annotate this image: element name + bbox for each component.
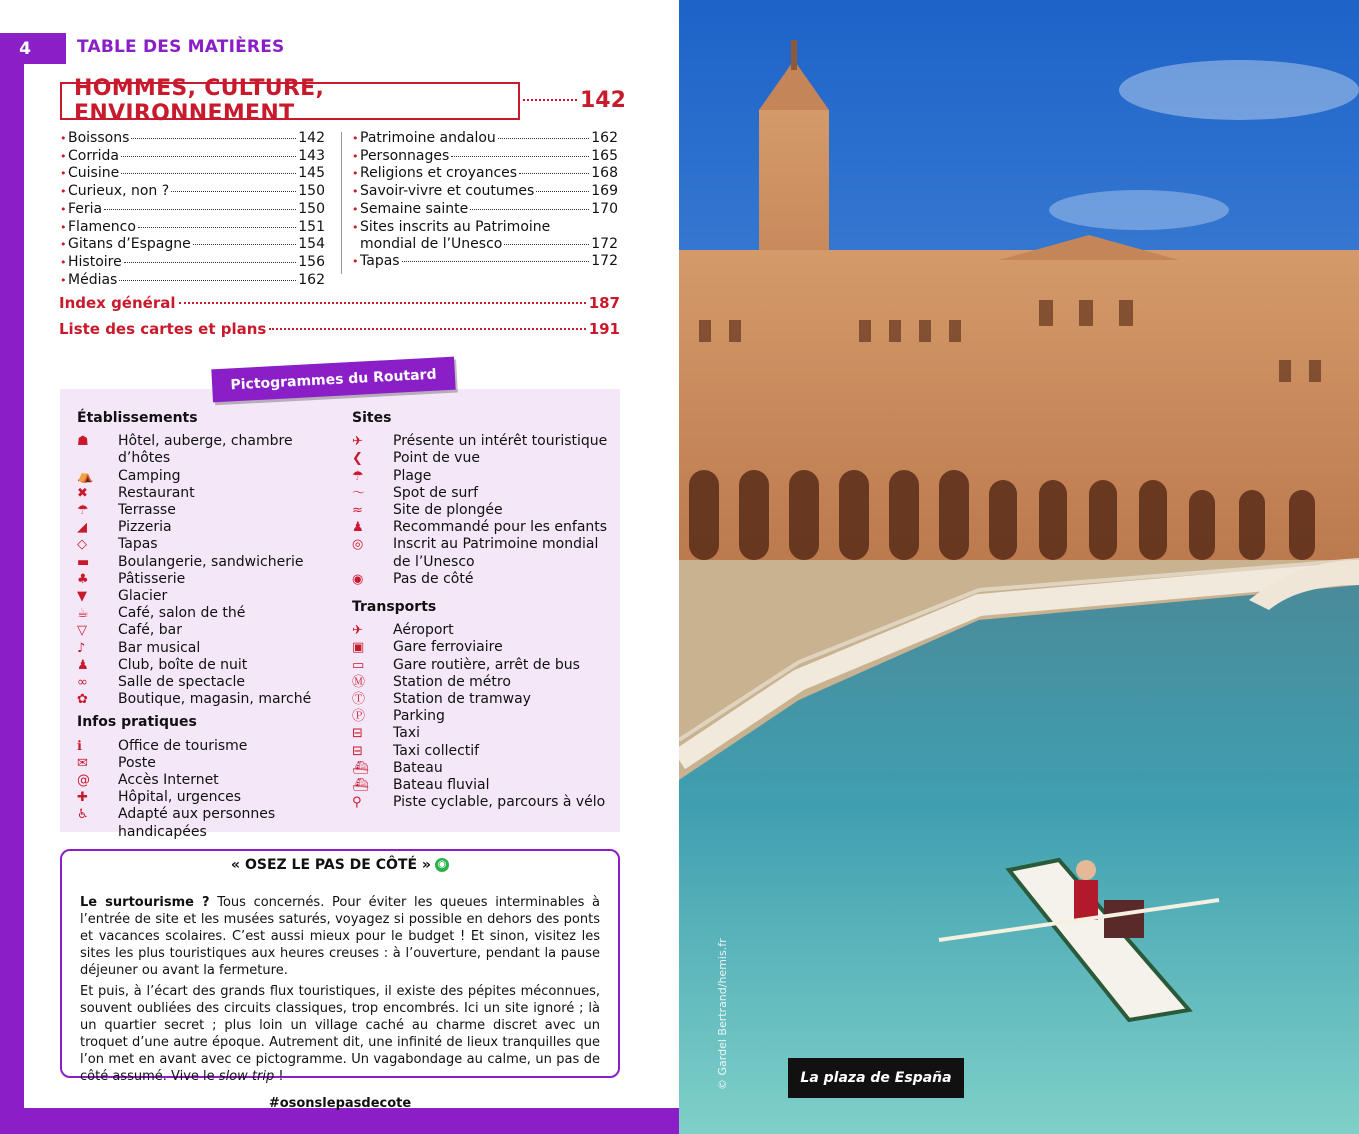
toc-entry[interactable] [60, 148, 325, 166]
pictogram-label: Café, salon de thé [118, 605, 246, 622]
toc-entry[interactable] [60, 183, 325, 201]
leader-dots [504, 244, 589, 245]
pictogram-label: Piste cyclable, parcours à vélo [393, 794, 606, 811]
bullet: • [352, 202, 359, 216]
index-label: Index général [59, 294, 176, 312]
toc-entry[interactable] [352, 130, 618, 148]
cloud [1119, 60, 1359, 120]
pictogram-label: Bateau fluvial [393, 777, 490, 794]
pictogram-label: Accès Internet [118, 772, 219, 789]
surf-icon: 〜 [352, 485, 366, 501]
ice-cream-icon: ▼ [77, 589, 87, 605]
toc-label: Tapas [360, 252, 400, 269]
toc-page: 168 [591, 165, 618, 182]
toc-page: 172 [591, 236, 618, 253]
bullet: • [352, 220, 359, 234]
side-step-icon: ◉ [352, 571, 364, 587]
beach-icon: ☂ [352, 468, 364, 484]
pictogram-label: Restaurant [118, 484, 195, 501]
pictogram-label: Inscrit au Patrimoine mondial de l’Unesco [393, 536, 599, 570]
pictogram-label: Adapté aux personnes handicapées [118, 806, 276, 840]
unesco-icon: ◎ [352, 537, 364, 553]
toc-entry[interactable] [352, 183, 618, 201]
pictogram-row [352, 760, 617, 777]
pictogram-row [352, 433, 617, 450]
pictogram-row [77, 468, 347, 485]
pictogram-label: Boutique, magasin, marché [118, 691, 312, 708]
toc-label: Médias [68, 271, 118, 288]
toc-label: Histoire [68, 253, 122, 270]
pictogram-row [77, 588, 347, 605]
pictogram-label: Glacier [118, 588, 168, 605]
osez-p2-italic: slow trip [218, 1069, 275, 1084]
toc-label: Curieux, non ? [68, 183, 170, 200]
pictogram-label: Station de métro [393, 673, 511, 690]
leader-dots [131, 138, 296, 139]
baguette-icon: ▬ [77, 554, 90, 570]
toc-entry[interactable] [352, 148, 618, 166]
index-page: 187 [588, 294, 620, 312]
toc-column-left [60, 130, 325, 289]
dancer-icon: ♟ [77, 657, 89, 673]
toc-label: Flamenco [68, 218, 136, 235]
river-boat-icon: ⛴ [352, 778, 369, 794]
leader-dots [470, 209, 589, 210]
section-leader-dots [523, 99, 577, 101]
side-step-icon: ◉ [435, 858, 449, 872]
plane-icon: ✈ [352, 623, 363, 639]
toc-page: 170 [591, 200, 618, 217]
toc-entry[interactable] [60, 165, 325, 183]
leader-dots [269, 328, 585, 330]
left-tower-pinnacle [791, 40, 797, 70]
pictogram-label: Bar musical [118, 639, 201, 656]
page-title: TABLE DES MATIÈRES [77, 37, 285, 57]
pictogram-label: Recommandé pour les enfants [393, 519, 608, 536]
toc-entry[interactable] [352, 219, 618, 237]
wheelchair-icon: ♿ [77, 807, 89, 823]
leader-dots [451, 156, 589, 157]
info-icon: ℹ [77, 738, 82, 754]
osez-title [80, 857, 600, 874]
pictogram-row [77, 605, 347, 622]
toc-label: Cuisine [68, 165, 120, 182]
pictogram-label: Club, boîte de nuit [118, 656, 248, 673]
pictogram-row [77, 657, 347, 674]
pictogram-row [352, 450, 617, 467]
bullet: • [352, 132, 359, 145]
toc-page: 162 [298, 271, 325, 288]
pictogram-row [352, 639, 617, 656]
pictogram-label: Camping [118, 467, 181, 484]
toc-page: 143 [298, 147, 325, 164]
sites-list [352, 433, 617, 588]
maps-entry[interactable] [59, 320, 620, 338]
pictogram-label: Terrasse [118, 502, 176, 519]
leader-dots [179, 302, 586, 304]
pictogram-row [77, 789, 347, 806]
bullet: • [352, 149, 359, 163]
bullet: • [60, 185, 67, 199]
metro-icon: Ⓜ [352, 674, 366, 690]
pictogram-row [352, 725, 617, 742]
leader-dots [124, 262, 297, 263]
toc-label: Gitans d’Espagne [68, 236, 191, 253]
left-color-bar [0, 33, 24, 1134]
pictogram-label: Pâtisserie [118, 570, 186, 587]
transports-heading: Transports [352, 599, 437, 616]
left-page [0, 0, 679, 1134]
pictogram-row [77, 738, 347, 755]
toc-label: Patrimoine andalou [360, 130, 496, 146]
leader-dots [193, 244, 297, 245]
pictogram-label: Salle de spectacle [118, 674, 246, 691]
pictogram-row [77, 806, 347, 840]
pictogram-label: Pizzeria [118, 519, 172, 536]
section-title[interactable]: HOMMES, CULTURE, ENVIRONNEMENT [60, 82, 520, 120]
pictogram-row [352, 519, 617, 536]
leader-dots [519, 173, 589, 174]
toc-entry[interactable] [352, 236, 618, 253]
pictogram-column-right [352, 410, 617, 811]
toc-label: Religions et croyances [360, 165, 518, 182]
pictogram-row [77, 622, 347, 639]
etablissements-list [77, 433, 347, 708]
pictogram-label: Hôtel, auberge, chambre d’hôtes [118, 433, 293, 467]
pictogram-row [77, 571, 347, 588]
pictogram-label: Bateau [393, 759, 443, 776]
toc-page: 162 [591, 130, 618, 146]
pictogram-label: Tapas [118, 536, 158, 553]
page-number: 4 [0, 33, 66, 64]
leader-dots [402, 261, 590, 262]
cake-icon: ♣ [77, 571, 89, 587]
pictogram-row [352, 622, 617, 639]
toc-page: 154 [298, 236, 325, 253]
music-note-icon: ♪ [77, 640, 86, 656]
house-icon: ☗ [77, 434, 89, 450]
toc-page: 142 [298, 130, 325, 146]
pictogram-row [77, 554, 347, 571]
bullet: • [60, 220, 67, 234]
toc-entry[interactable] [60, 219, 325, 237]
photo-credit: © Gardel Bertrand/hemis.fr [716, 938, 729, 1090]
pictogram-column-left [77, 410, 347, 841]
toc-entry[interactable] [60, 130, 325, 148]
leader-dots [121, 156, 296, 157]
bullet: • [352, 167, 359, 181]
mail-icon: ✉ [77, 755, 88, 771]
toc-page: 172 [591, 252, 618, 269]
pictogram-label: Gare ferroviaire [393, 639, 503, 656]
pictogram-row [77, 433, 347, 467]
parasol-icon: ☂ [77, 503, 89, 519]
pictogram-row [352, 485, 617, 502]
passengers [1104, 900, 1144, 938]
osez-box [60, 849, 620, 1111]
pictogram-row [77, 772, 347, 789]
bullet: • [60, 273, 67, 287]
leader-dots [171, 191, 296, 192]
toc-entry[interactable] [352, 253, 618, 271]
section-page-number[interactable]: 142 [580, 88, 626, 113]
landmark-icon: ✈ [352, 434, 363, 450]
bullet: • [60, 255, 67, 269]
leader-dots [138, 227, 296, 228]
cup-icon: ☕ [77, 606, 89, 622]
bullet: • [60, 202, 67, 216]
toc-label: Personnages [360, 147, 450, 164]
tapas-icon: ◇ [77, 537, 87, 553]
photo-plaza-espana [679, 0, 1359, 1134]
photo-caption: La plaza de España [788, 1058, 964, 1098]
pictogram-row [77, 536, 347, 553]
transports-list [352, 622, 617, 811]
pictogram-row [352, 691, 617, 708]
bicycle-icon: ⚲ [352, 795, 362, 811]
osez-p2-end: ! [274, 1069, 284, 1084]
bullet: • [60, 132, 67, 145]
bus-icon: ▭ [352, 657, 365, 673]
index-entry[interactable] [59, 294, 620, 312]
osez-hashtag[interactable]: #osonslepasdecote [268, 1096, 412, 1111]
pictogram-row [352, 536, 617, 570]
toc-label: Feria [68, 200, 103, 217]
cloud [1049, 190, 1229, 230]
bullet: • [60, 238, 67, 252]
pictogram-tag: Pictogrammes du Routard [211, 357, 455, 403]
osez-lead: Le surtourisme ? [80, 895, 210, 910]
osez-title-text: « OSEZ LE PAS DE CÔTÉ » [231, 857, 431, 873]
etablissements-heading: Établissements [77, 410, 198, 426]
toc-label: Corrida [68, 147, 119, 164]
tent-icon: ⛺ [77, 468, 94, 484]
pictogram-row [77, 519, 347, 536]
toc-page: 151 [298, 218, 325, 235]
pictogram-row [77, 755, 347, 772]
tram-icon: Ⓣ [352, 692, 366, 708]
osez-p2-text: Et puis, à l’écart des grands flux touristiques, il existe des pépites méconnues, souvent oubliées des circuits classiques, trop encombrés. Ici un site ignoré ; là un quartier secret ; plus loin un village caché au charme discret avec un troquet d’une autre époque. Autrement dit, une infinité de lieux tranquilles que l’on met en avant avec ce pictogramme. Un vagabondage au calme, un pas de côté assumé. Vive le [80, 984, 600, 1084]
pictogram-row [352, 794, 617, 811]
pictogram-label: Aéroport [393, 622, 454, 639]
infos-list [77, 738, 347, 841]
pictogram-label: Parking [393, 708, 445, 725]
cutlery-icon: ✖ [77, 485, 88, 501]
parking-icon: Ⓟ [352, 709, 366, 725]
hospital-cross-icon: ✚ [77, 790, 88, 806]
pictogram-label: Pas de côté [393, 570, 474, 587]
pictogram-label: Taxi [393, 725, 420, 742]
infos-heading: Infos pratiques [77, 714, 197, 731]
pictogram-label: Présente un intérêt touristique [393, 433, 608, 450]
train-icon: ▣ [352, 640, 365, 656]
leader-dots [536, 191, 589, 192]
pictogram-row [352, 657, 617, 674]
pictogram-row [352, 743, 617, 760]
toc-entry[interactable] [60, 201, 325, 219]
maps-label: Liste des cartes et plans [59, 320, 267, 338]
bullet: • [60, 149, 67, 163]
toc-page: 145 [298, 165, 325, 182]
toc-label: Semaine sainte [360, 200, 469, 217]
pictogram-row [352, 468, 617, 485]
toc-entry[interactable] [352, 165, 618, 183]
toc-page: 150 [298, 200, 325, 217]
osez-paragraph-2 [80, 983, 600, 1085]
pictogram-row [352, 571, 617, 588]
rower [1074, 880, 1098, 920]
pictogram-label: Site de plongée [393, 502, 503, 519]
leader-dots [104, 209, 296, 210]
boat-icon: ⛴ [352, 760, 369, 776]
rower-head [1076, 860, 1096, 880]
sites-heading: Sites [352, 410, 392, 426]
taxi-icon: ⊟ [352, 726, 363, 742]
toc-label: mondial de l’Unesco [360, 236, 503, 253]
osez-p1-text: Tous concernés. Pour éviter les queues interminables à l’entrée de site et les musées saturés, voyagez si possible en dehors des ponts et vacances scolaires. C’est aussi mieux pour le budget ! Et sinon, visitez les sites les plus touristiques aux heures creuses : à l’ouverture, pendant la pause déjeuner ou avant la fermeture. [80, 895, 601, 978]
toc-column-right [352, 130, 618, 271]
pictogram-label: Taxi collectif [393, 742, 480, 759]
pictogram-label: Café, bar [118, 622, 183, 639]
pictogram-label: Poste [118, 754, 156, 771]
pictogram-row [77, 674, 347, 691]
pictogram-label: Station de tramway [393, 691, 531, 708]
pictogram-label: Hôpital, urgences [118, 789, 242, 806]
bullet: • [352, 185, 359, 199]
toc-label: Sites inscrits au Patrimoine [360, 218, 551, 235]
toc-entry[interactable] [60, 272, 325, 290]
pictogram-row [352, 708, 617, 725]
photo-illustration [679, 0, 1359, 1134]
children-icon: ♟ [352, 520, 364, 536]
pictogram-row [77, 691, 347, 708]
pictogram-row [352, 777, 617, 794]
bullet: • [352, 254, 359, 268]
toc-entry[interactable] [60, 254, 325, 272]
leader-dots [498, 138, 589, 139]
pictogram-row [352, 674, 617, 691]
toc-page: 156 [298, 253, 325, 270]
pictogram-row [77, 640, 347, 657]
toc-label: Savoir-vivre et coutumes [360, 183, 535, 200]
toc-page: 150 [298, 183, 325, 200]
glass-icon: ▽ [77, 623, 87, 639]
toc-entry[interactable] [352, 201, 618, 219]
diving-icon: ≈ [352, 503, 363, 519]
toc-page: 165 [591, 147, 618, 164]
column-divider [341, 132, 342, 274]
leader-dots [119, 280, 296, 281]
pictogram-label: Boulangerie, sandwicherie [118, 553, 304, 570]
toc-entry[interactable] [60, 236, 325, 254]
viewpoint-icon: ❮ [352, 451, 363, 467]
shop-icon: ✿ [77, 692, 88, 708]
pictogram-label: Spot de surf [393, 484, 479, 501]
leader-dots [121, 173, 296, 174]
toc-label: Boissons [68, 130, 130, 146]
pictogram-label: Point de vue [393, 450, 480, 467]
masks-icon: ∞ [77, 675, 88, 691]
osez-paragraph-1 [80, 894, 600, 979]
pictogram-label: Plage [393, 467, 432, 484]
toc-page: 169 [591, 183, 618, 200]
pictogram-row [77, 502, 347, 519]
bullet: • [60, 167, 67, 181]
pictogram-label: Office de tourisme [118, 737, 248, 754]
maps-page: 191 [588, 320, 620, 338]
pizza-icon: ◢ [77, 520, 87, 536]
pictogram-label: Gare routière, arrêt de bus [393, 656, 580, 673]
pictogram-row [352, 502, 617, 519]
shared-taxi-icon: ⊟ [352, 743, 363, 759]
pictogram-row [77, 485, 347, 502]
at-icon: @ [77, 773, 90, 789]
